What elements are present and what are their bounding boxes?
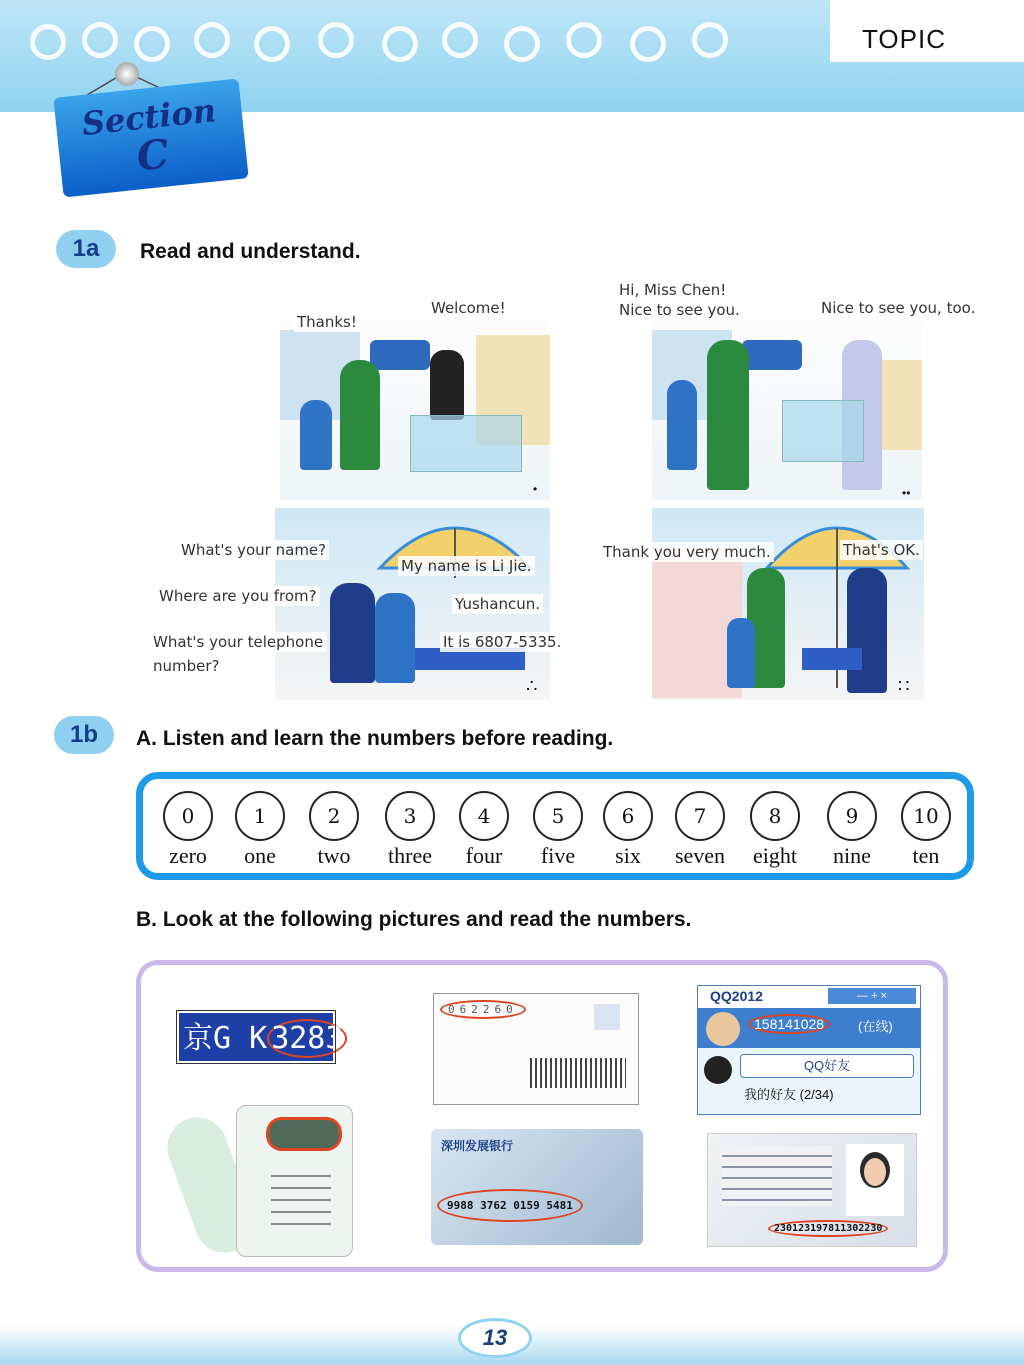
policeman-figure [330,583,375,683]
page-number: 13 [458,1318,532,1358]
speech-bubble: Welcome! [428,298,509,318]
qq-id-number: 158141028 [754,1016,825,1032]
number-cell [299,791,369,869]
glass-counter [782,400,864,462]
speech-bubble: That's OK. [840,540,923,560]
number-digit: 5 [533,791,583,841]
number-word: four [465,843,503,868]
decor-ring [630,26,666,62]
avatar [706,1012,740,1046]
pin-icon [115,62,139,86]
section-tag [53,79,248,198]
number-word: eight [753,843,797,868]
portrait-face [864,1158,886,1186]
stamp-icon [594,1004,620,1030]
number-cell [449,791,519,869]
number-word: zero [169,843,207,868]
number-cell [740,791,810,869]
panel-marker: ∷ [898,676,910,696]
phone-display [266,1117,342,1151]
number-word: six [615,843,641,868]
comic-panel-4 [652,508,924,700]
plate-prefix: 京G K [183,1021,268,1056]
bank-name: 深圳发展银行 [441,1139,514,1153]
number-digit: 7 [675,791,725,841]
decor-ring [442,22,478,58]
decor-ring [566,22,602,58]
panel-marker: • [533,482,538,496]
decor-ring [318,22,354,58]
number-word: one [244,843,276,868]
speech-bubble: Hi, Miss Chen! [616,280,729,300]
plate-number: 3283 [267,1019,347,1058]
pictures-box [136,960,948,1272]
number-cell [593,791,663,869]
panel-marker: •• [902,486,911,500]
number-digit: 2 [309,791,359,841]
decor-ring [82,22,118,58]
decor-ring [692,22,728,58]
topic-label: TOPIC [862,24,946,54]
number-digit: 4 [459,791,509,841]
qq-penguin-icon [704,1056,732,1084]
speech-bubble: Thank you very much. [600,542,774,562]
id-photo [846,1144,904,1216]
qq-window [697,985,921,1115]
number-digit: 3 [385,791,435,841]
qq-window-controls: — + × [828,988,916,1004]
qq-status: (在线) [858,1019,893,1034]
number-digit: 8 [750,791,800,841]
number-cell [153,791,223,869]
policeman-figure [847,568,887,693]
number-cell [665,791,735,869]
id-number: 230123197811302230 [768,1220,888,1237]
number-word: ten [912,843,940,868]
section-word: Section [79,91,218,144]
bank-card [431,1129,643,1245]
qq-title: QQ2012 [710,988,763,1004]
glass-counter [410,415,522,472]
speech-bubble: Yushancun. [452,594,543,614]
section-letter: C [134,130,172,181]
speech-bubble: What's your name? [178,540,329,560]
boy-figure [667,380,697,470]
speech-bubble: What's your telephone [150,632,326,652]
postcode: 062260 [440,1000,526,1019]
clothes-item [742,340,802,370]
speech-bubble: Where are you from? [156,586,320,606]
number-word: seven [674,843,726,868]
telephone [181,1105,351,1255]
number-word: five [540,843,576,868]
barcode [530,1058,626,1088]
clothes-item [370,340,430,370]
card-number: 9988 3762 0159 5481 [437,1189,583,1222]
license-plate [177,1011,344,1063]
speech-bubble: Nice to see you, too. [818,298,978,318]
speech-bubble: My name is Li Jie. [398,556,535,576]
number-cell [523,791,593,869]
number-digit: 10 [901,791,951,841]
envelope [433,993,639,1105]
instruction-1a: Read and understand. [140,240,361,263]
clerk-figure [430,350,464,420]
boy-figure [300,400,332,470]
decor-ring [504,26,540,62]
number-cell [225,791,295,869]
qq-friends-button[interactable]: QQ好友 [740,1054,914,1078]
number-digit: 6 [603,791,653,841]
number-word: nine [833,843,871,868]
numbers-box [136,772,974,880]
comic-panel-2 [652,320,922,500]
decor-ring [382,26,418,62]
boy-figure [375,593,415,683]
woman-figure [707,340,749,490]
speech-bubble: number? [150,656,223,676]
speech-bubble: It is 6807-5335. [440,632,564,652]
exercise-badge-1a: 1a [56,230,116,268]
decor-ring [30,24,66,60]
decor-ring [254,26,290,62]
number-word: three [388,843,432,868]
stall [802,648,862,670]
instruction-1b-b: B. Look at the following pictures and read the numbers. [136,908,692,931]
exercise-badge-1b: 1b [54,716,114,754]
qq-friends-list[interactable]: 我的好友 (2/34) [744,1087,834,1102]
phone-keypad [271,1165,331,1235]
number-cell [375,791,445,869]
id-card [707,1133,917,1247]
decor-ring [134,26,170,62]
qq-id [748,1014,830,1034]
instruction-1b-a: A. Listen and learn the numbers before reading. [136,727,614,750]
id-card-fields [722,1146,832,1206]
speech-bubble: Thanks! [294,312,360,332]
panel-marker: ∴ [526,676,538,696]
number-digit: 1 [235,791,285,841]
boy-figure [727,618,755,688]
comic-panel-1 [280,320,550,500]
number-cell [817,791,887,869]
number-digit: 0 [163,791,213,841]
speech-bubble: Nice to see you. [616,300,743,320]
woman-figure [340,360,380,470]
number-digit: 9 [827,791,877,841]
decor-ring [194,22,230,58]
number-word: two [317,843,351,868]
number-cell [891,791,961,869]
